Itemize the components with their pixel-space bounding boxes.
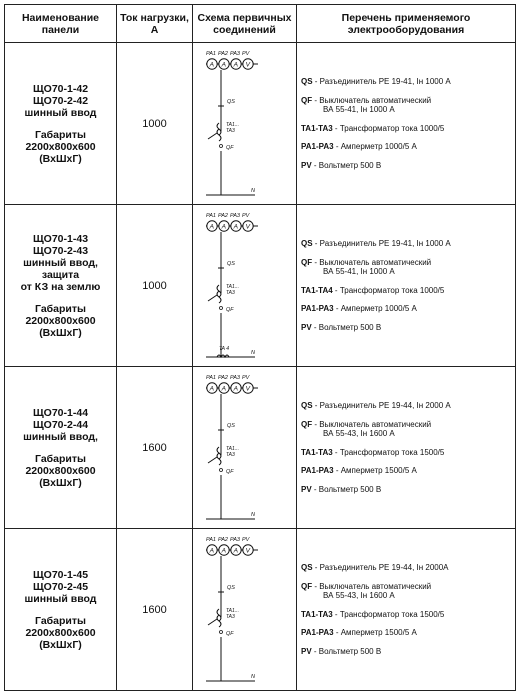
equipment-code: QF — [301, 257, 313, 267]
equipment-description: - Трансформатор тока 1500/5 — [332, 447, 445, 457]
load-current-value: 1600 — [117, 367, 193, 529]
breaker-icon — [208, 295, 217, 301]
meter-label: PV — [242, 375, 250, 381]
equipment-item — [301, 610, 515, 620]
scheme-cell — [193, 205, 297, 367]
breaker-label: QF — [226, 631, 234, 637]
equipment-code: TA1-TA3 — [301, 123, 333, 133]
meter-glyph: V — [245, 61, 250, 69]
panel-name-line: ЩО70-2-42 — [32, 94, 89, 107]
equipment-code: PV — [301, 322, 312, 332]
equipment-code: TA1-TA3 — [301, 447, 333, 457]
breaker-label: QF — [226, 145, 234, 151]
meter-label: PA2 — [218, 537, 228, 543]
panel-name-line: ЩО70-1-44 — [32, 406, 89, 419]
ct-label: TA1... — [226, 122, 239, 128]
equipment-description: - Амперметр 1000/5 А — [333, 142, 417, 151]
meter-label: PA1 — [206, 213, 216, 219]
equipment-item — [301, 77, 515, 87]
equipment-description: - Разъединитель РЕ 19-41, Iн 1000 А — [312, 239, 451, 248]
meter-glyph: A — [221, 385, 226, 393]
equipment-code: PV — [301, 484, 312, 494]
bus-label: N — [251, 350, 255, 356]
equipment-description: - Разъединитель РЕ 19-41, Iн 1000 А — [312, 77, 451, 86]
breaker-icon — [208, 133, 217, 139]
meter-glyph: A — [209, 385, 214, 393]
equipment-description: - Выключатель автоматический — [312, 581, 432, 591]
bus-label: N — [251, 512, 255, 518]
meter-glyph: V — [245, 547, 250, 555]
equipment-item — [301, 239, 515, 249]
ct-label: TA3 — [226, 614, 235, 620]
equipment-item — [301, 647, 515, 657]
equipment-code: QS — [301, 239, 313, 248]
panel-name-line: шинный ввод, — [23, 256, 98, 269]
panel-dimensions-line: (ВхШхГ) — [39, 326, 82, 339]
meter-label: PV — [242, 51, 250, 57]
meter-glyph: A — [209, 61, 214, 69]
equipment-code: TA1-TA3 — [301, 609, 333, 619]
meter-glyph: A — [233, 385, 238, 393]
ct-label: TA1... — [226, 446, 239, 452]
panel-dimensions-line: Габариты — [35, 614, 86, 627]
switch-label: QS — [227, 261, 235, 267]
switch-label: QS — [227, 99, 235, 105]
equipment-code: TA1-TA4 — [301, 285, 333, 295]
equipment-description: - Выключатель автоматический — [312, 95, 432, 105]
switch-label: QS — [227, 423, 235, 429]
ct-label: TA3 — [226, 452, 235, 458]
equipment-description: - Выключатель автоматический — [312, 419, 432, 429]
meter-label: PV — [242, 537, 250, 543]
equipment-code: PV — [301, 646, 312, 656]
scheme-cell — [193, 529, 297, 691]
equipment-code: QF — [301, 581, 313, 591]
panel-name-line: шинный ввод — [24, 106, 97, 119]
equipment-code: PA1-PA3 — [301, 304, 334, 313]
panel-row — [5, 529, 516, 691]
panel-name-line: ЩО70-1-43 — [32, 232, 89, 245]
panel-row — [5, 43, 516, 205]
meter-glyph: A — [221, 547, 226, 555]
panel-name-cell — [5, 529, 117, 691]
panel-dimensions-line: (ВхШхГ) — [39, 638, 82, 651]
meter-glyph: A — [221, 223, 226, 231]
header-load-current: Ток нагрузки, А — [117, 5, 193, 43]
equipment-description: - Вольтметр 500 В — [311, 646, 382, 656]
equipment-description: - Амперметр 1500/5 А — [333, 628, 417, 637]
meter-label: PA1 — [206, 51, 216, 57]
switch-label: QS — [227, 585, 235, 591]
load-current-value: 1000 — [117, 43, 193, 205]
panel-dimensions-line: 2200х800х600 — [25, 626, 96, 639]
breaker-icon — [208, 619, 217, 625]
equipment-code: QS — [301, 77, 313, 86]
load-current-value: 1600 — [117, 529, 193, 691]
load-current-value: 1000 — [117, 205, 193, 367]
panel-row — [5, 367, 516, 529]
meter-glyph: V — [245, 223, 250, 231]
panel-spec-table — [4, 4, 516, 691]
panel-dimensions-line: Габариты — [35, 128, 86, 141]
equipment-description: - Вольтметр 500 В — [311, 484, 382, 494]
panel-row — [5, 205, 516, 367]
breaker-contact — [220, 469, 223, 472]
meter-label: PA3 — [230, 537, 240, 543]
equipment-item — [301, 466, 515, 476]
meter-label: PA2 — [218, 51, 228, 57]
panel-dimensions-line: 2200х800х600 — [25, 314, 96, 327]
panel-name-line: ЩО70-1-45 — [32, 568, 89, 581]
single-line-diagram — [193, 367, 297, 528]
panel-name-line: ЩО70-2-45 — [32, 580, 89, 593]
panel-name-cell — [5, 205, 117, 367]
equipment-description: - Разъединитель РЕ 19-44, Iн 2000А — [312, 563, 449, 572]
spacer — [5, 119, 116, 129]
ct-label: TA3 — [226, 128, 235, 134]
breaker-contact — [220, 631, 223, 634]
panel-name-line: ЩО70-2-44 — [32, 418, 89, 431]
panel-name-line: шинный ввод, — [23, 430, 98, 443]
ct-label: TA3 — [226, 290, 235, 296]
equipment-code: QF — [301, 419, 313, 429]
equipment-item — [301, 628, 515, 638]
meter-label: PA3 — [230, 213, 240, 219]
single-line-diagram — [193, 529, 297, 690]
equipment-code: PA1-PA3 — [301, 466, 334, 475]
panel-dimensions-line: (ВхШхГ) — [39, 152, 82, 165]
equipment-item — [301, 258, 515, 277]
meter-label: PA2 — [218, 213, 228, 219]
panel-name-cell — [5, 43, 117, 205]
equipment-item — [301, 124, 515, 134]
meter-label: PA3 — [230, 51, 240, 57]
breaker-icon — [208, 457, 217, 463]
meter-label: PA3 — [230, 375, 240, 381]
equipment-code: PA1-PA3 — [301, 142, 334, 151]
equipment-description-cont: ВА 55-41, Iн 1000 А — [323, 267, 395, 276]
meter-label: PA2 — [218, 375, 228, 381]
equipment-list-cell — [297, 43, 516, 205]
panel-name-line: от КЗ на землю — [20, 280, 101, 293]
equipment-item — [301, 420, 515, 439]
equipment-description-cont: ВА 55-43, Iн 1600 А — [323, 591, 395, 600]
equipment-code: QF — [301, 95, 313, 105]
equipment-item — [301, 286, 515, 296]
meter-glyph: A — [233, 547, 238, 555]
equipment-list-cell — [297, 205, 516, 367]
header-row — [5, 5, 516, 43]
equipment-code: QS — [301, 401, 313, 410]
scheme-cell — [193, 43, 297, 205]
panel-name-line: ЩО70-1-42 — [32, 82, 89, 95]
equipment-item — [301, 582, 515, 601]
equipment-item — [301, 563, 515, 573]
equipment-description: - Трансформатор тока 1500/5 — [332, 609, 445, 619]
equipment-description: - Выключатель автоматический — [312, 257, 432, 267]
single-line-diagram — [193, 205, 297, 366]
equipment-description: - Вольтметр 500 В — [311, 160, 382, 170]
earth-ct-label: TA 4 — [219, 346, 230, 352]
panel-dimensions-line: Габариты — [35, 302, 86, 315]
meter-glyph: A — [221, 61, 226, 69]
equipment-item — [301, 304, 515, 314]
equipment-description: - Амперметр 1500/5 А — [333, 466, 417, 475]
equipment-description: - Вольтметр 500 В — [311, 322, 382, 332]
spacer — [5, 293, 116, 303]
panel-name-line: ЩО70-2-43 — [32, 244, 89, 257]
ct-label: TA1... — [226, 284, 239, 290]
header-panel-name: Наименование панели — [5, 5, 117, 43]
meter-glyph: A — [209, 547, 214, 555]
equipment-item — [301, 448, 515, 458]
scheme-cell — [193, 367, 297, 529]
bus-label: N — [251, 188, 255, 194]
spacer — [5, 443, 116, 453]
meter-glyph: V — [245, 385, 250, 393]
breaker-label: QF — [226, 307, 234, 313]
bus-label: N — [251, 674, 255, 680]
panel-name-cell — [5, 367, 117, 529]
single-line-diagram — [193, 43, 297, 204]
panel-dimensions-line: (ВхШхГ) — [39, 476, 82, 489]
panel-dimensions-line: 2200х800х600 — [25, 140, 96, 153]
meter-label: PA1 — [206, 375, 216, 381]
equipment-item — [301, 485, 515, 495]
equipment-description: - Трансформатор тока 1000/5 — [332, 123, 445, 133]
equipment-item — [301, 401, 515, 411]
breaker-contact — [220, 307, 223, 310]
equipment-description-cont: ВА 55-41, Iн 1000 А — [323, 105, 395, 114]
spacer — [5, 605, 116, 615]
equipment-item — [301, 323, 515, 333]
breaker-contact — [220, 145, 223, 148]
equipment-list-cell — [297, 367, 516, 529]
equipment-list-cell — [297, 529, 516, 691]
panel-name-line: шинный ввод — [24, 592, 97, 605]
equipment-code: QS — [301, 563, 313, 572]
panel-dimensions-line: 2200х800х600 — [25, 464, 96, 477]
equipment-item — [301, 96, 515, 115]
meter-label: PA1 — [206, 537, 216, 543]
meter-glyph: A — [233, 61, 238, 69]
header-scheme: Схема первичных соединений — [193, 5, 297, 43]
equipment-code: PA1-PA3 — [301, 628, 334, 637]
equipment-item — [301, 142, 515, 152]
meter-glyph: A — [233, 223, 238, 231]
panel-name-line: защита — [41, 268, 80, 281]
header-equipment: Перечень применяемого электрооборудования — [297, 5, 516, 43]
meter-glyph: A — [209, 223, 214, 231]
ct-label: TA1... — [226, 608, 239, 614]
breaker-label: QF — [226, 469, 234, 475]
equipment-item — [301, 161, 515, 171]
equipment-description: - Трансформатор тока 1000/5 — [332, 285, 445, 295]
meter-label: PV — [242, 213, 250, 219]
panel-dimensions-line: Габариты — [35, 452, 86, 465]
equipment-description-cont: ВА 55-43, Iн 1600 А — [323, 429, 395, 438]
equipment-description: - Амперметр 1000/5 А — [333, 304, 417, 313]
equipment-description: - Разъединитель РЕ 19-44, Iн 2000 А — [312, 401, 451, 410]
equipment-code: PV — [301, 160, 312, 170]
